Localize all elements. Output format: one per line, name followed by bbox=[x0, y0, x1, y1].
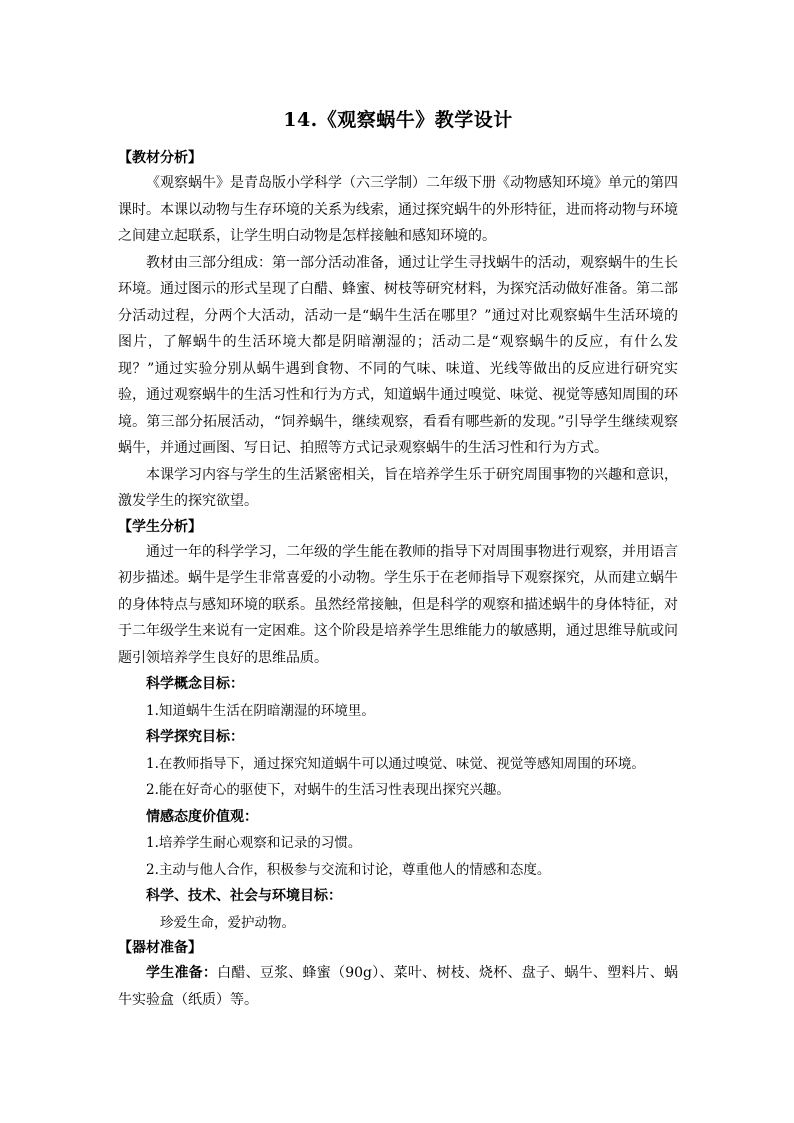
goal-heading-concept: 科学概念目标： bbox=[146, 676, 244, 692]
goal-heading-inquiry: 科学探究目标： bbox=[146, 729, 244, 745]
goal-item-attitude-2: 2.主动与他人合作，积极参与交流和讨论，尊重他人的情感和态度。 bbox=[146, 861, 551, 878]
textbook-paragraph-2: 教材由三部分组成：第一部分活动准备，通过让学生寻找蜗牛的活动，观察蜗牛的生长环境。通过图示的形式呈现了白醋、蜂蜜、树枝等研究材料，为探究活动做好准备。第二部分活动过程，分两个大活动，活动一是“蜗牛生活在哪里？”通过对比观察蜗牛生活环境的图片，了解蜗牛的生活环境大都是阴暗潮湿的；活动二是“观察蜗牛的反应，有什么发现？”通过实验分别从蜗牛遇到食物、不同的气味、味道、光线等做出的反应进行研究实验，通过观察蜗牛的生活习性和行为方式，知道蜗牛通过嗅觉、味觉、视觉等感知周围的环境。第三部分拓展活动，“饲养蜗牛，继续观察，看看有哪些新的发现。”引导学生继续观察蜗牛，并通过画图、写日记、拍照等方式记录观察蜗牛的生活习性和行为方式。 bbox=[118, 254, 678, 456]
textbook-paragraph-1: 《观察蜗牛》是青岛版小学科学（六三学制）二年级下册《动物感知环境》单元的第四课时。本课以动物与生存环境的关系为线索，通过探究蜗牛的外形特征，进而将动物与环境之间建立起联系，让学生明白动物是怎样接触和感知环境的。 bbox=[118, 175, 678, 244]
goal-heading-stse: 科学、技术、社会与环境目标： bbox=[146, 888, 342, 904]
section-heading-students: 【学生分析】 bbox=[118, 518, 202, 535]
goal-item-stse-1: 珍爱生命，爱护动物。 bbox=[160, 914, 295, 931]
goal-item-concept-1: 1.知道蜗牛生活在阴暗潮湿的环境里。 bbox=[146, 702, 375, 719]
document-title: 14.《观察蜗牛》教学设计 bbox=[283, 109, 513, 131]
goal-heading-attitude: 情感态度价值观： bbox=[146, 808, 258, 825]
students-paragraph: 通过一年的科学学习，二年级的学生能在教师的指导下对周围事物进行观察，并用语言初步描述。蜗牛是学生非常喜爱的小动物。学生乐于在老师指导下观察探究，从而建立蜗牛的身体特点与感知环境的联系。虽然经常接触，但是科学的观察和描述蜗牛的身体特征，对于二年级学生来说有一定困难。这个阶段是培养学生思维能力的敏感期，通过思维导航或问题引领培养学生良好的思维品质。 bbox=[118, 543, 678, 666]
goal-item-inquiry-2: 2.能在好奇心的驱使下，对蜗牛的生活习性表现出探究兴趣。 bbox=[146, 782, 510, 798]
materials-label: 学生准备： bbox=[146, 965, 218, 981]
section-heading-textbook: 【教材分析】 bbox=[118, 150, 202, 166]
materials-text: 白醋、豆浆、蜂蜜（90g）、菜叶、树枝、烧杯、盘子、蜗牛、塑料片、蜗牛实验盒（纸质）等。 bbox=[118, 965, 679, 1008]
goal-item-attitude-1: 1.培养学生耐心观察和记录的习惯。 bbox=[146, 835, 362, 851]
document-page bbox=[118, 105, 678, 1013]
materials-paragraph bbox=[118, 960, 678, 1013]
textbook-paragraph-3: 本课学习内容与学生的生活紧密相关，旨在培养学生乐于研究周围事物的兴趣和意识，激发学生的探究欲望。 bbox=[118, 466, 678, 509]
section-heading-materials: 【器材准备】 bbox=[118, 940, 202, 956]
goal-item-inquiry-1: 1.在教师指导下，通过探究知道蜗牛可以通过嗅觉、味觉、视觉等感知周围的环境。 bbox=[146, 755, 645, 772]
